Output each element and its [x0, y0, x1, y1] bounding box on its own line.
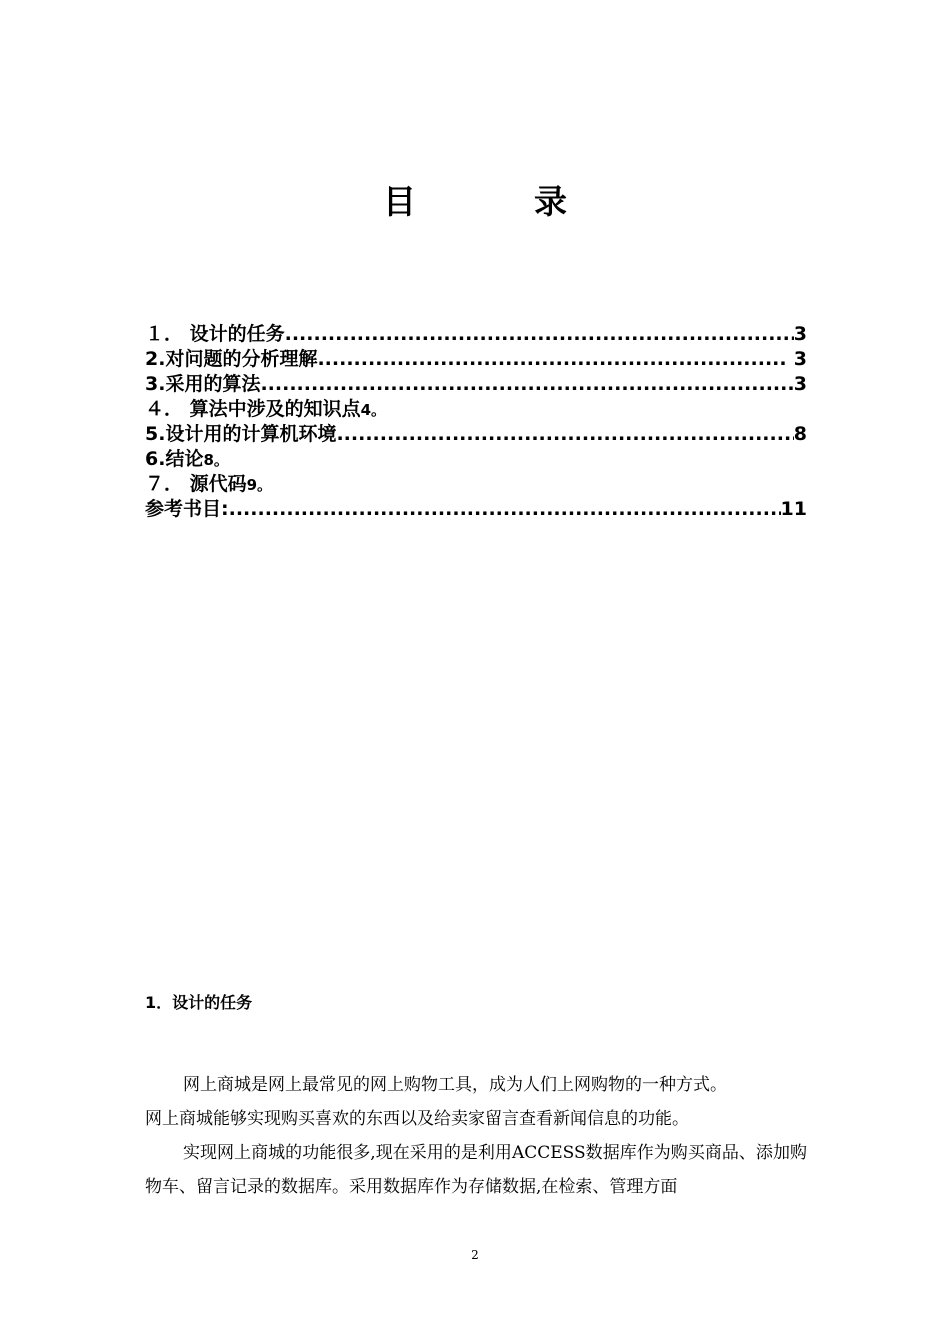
toc-title — [0, 176, 950, 223]
table-of-contents — [145, 322, 807, 522]
toc-entry-5[interactable] — [145, 422, 807, 447]
toc-entry-6[interactable] — [145, 447, 807, 472]
toc-entry-3[interactable] — [145, 372, 807, 397]
page-number: 2 — [471, 1248, 479, 1262]
toc-entry-label: 参考书目: — [145, 498, 229, 520]
toc-entry-label: ４． 算法中涉及的知识点 — [145, 398, 361, 420]
toc-entry-label: ７． 源代码 — [145, 473, 247, 495]
toc-entry-page: 11 — [780, 498, 807, 520]
toc-leader-dots — [336, 422, 793, 447]
toc-entry-label: 5.设计用的计算机环境 — [145, 423, 337, 445]
toc-entry-page: 3 — [793, 348, 807, 370]
toc-leader-dots — [285, 322, 794, 347]
toc-entry-7[interactable] — [145, 472, 807, 497]
toc-entry-2[interactable] — [145, 347, 807, 372]
toc-leader-dots — [260, 372, 793, 397]
section-body — [145, 1068, 807, 1204]
section-heading: 1．设计的任务 — [145, 993, 253, 1012]
body-paragraph: 网上商城能够实现购买喜欢的东西以及给卖家留言查看新闻信息的功能。 — [145, 1109, 689, 1129]
toc-entry-4[interactable] — [145, 397, 807, 422]
toc-entry-page-inline: 9。 — [246, 476, 273, 494]
toc-entry-label: １． 设计的任务 — [145, 323, 285, 345]
toc-entry-1[interactable] — [145, 322, 807, 347]
body-paragraph: 网上商城是网上最常见的网上购物工具，成为人们上网购物的一种方式。 — [183, 1075, 727, 1095]
body-paragraph: 实现网上商城的功能很多,现在采用的是利用ACCESS数据库作为购买商品、添加购物车、留言记录的数据库。采用数据库作为存储数据,在检索、管理方面 — [145, 1143, 807, 1197]
toc-entry-label: 2.对问题的分析理解 — [145, 348, 318, 370]
toc-entry-label: 3.采用的算法 — [145, 373, 261, 395]
toc-title-left: 目 — [383, 182, 416, 221]
toc-leader-dots — [229, 497, 781, 522]
toc-leader-dots — [317, 347, 787, 372]
toc-entry-page: 3 — [793, 373, 807, 395]
toc-entry-page-inline: 4。 — [360, 401, 387, 419]
toc-entry-label: 6.结论 — [145, 448, 204, 470]
toc-title-right: 录 — [534, 182, 567, 221]
toc-entry-page-inline: 8。 — [203, 451, 229, 469]
toc-entry-8[interactable] — [145, 497, 807, 522]
toc-entry-page: 3 — [793, 323, 807, 345]
toc-entry-page: 8 — [793, 423, 807, 445]
